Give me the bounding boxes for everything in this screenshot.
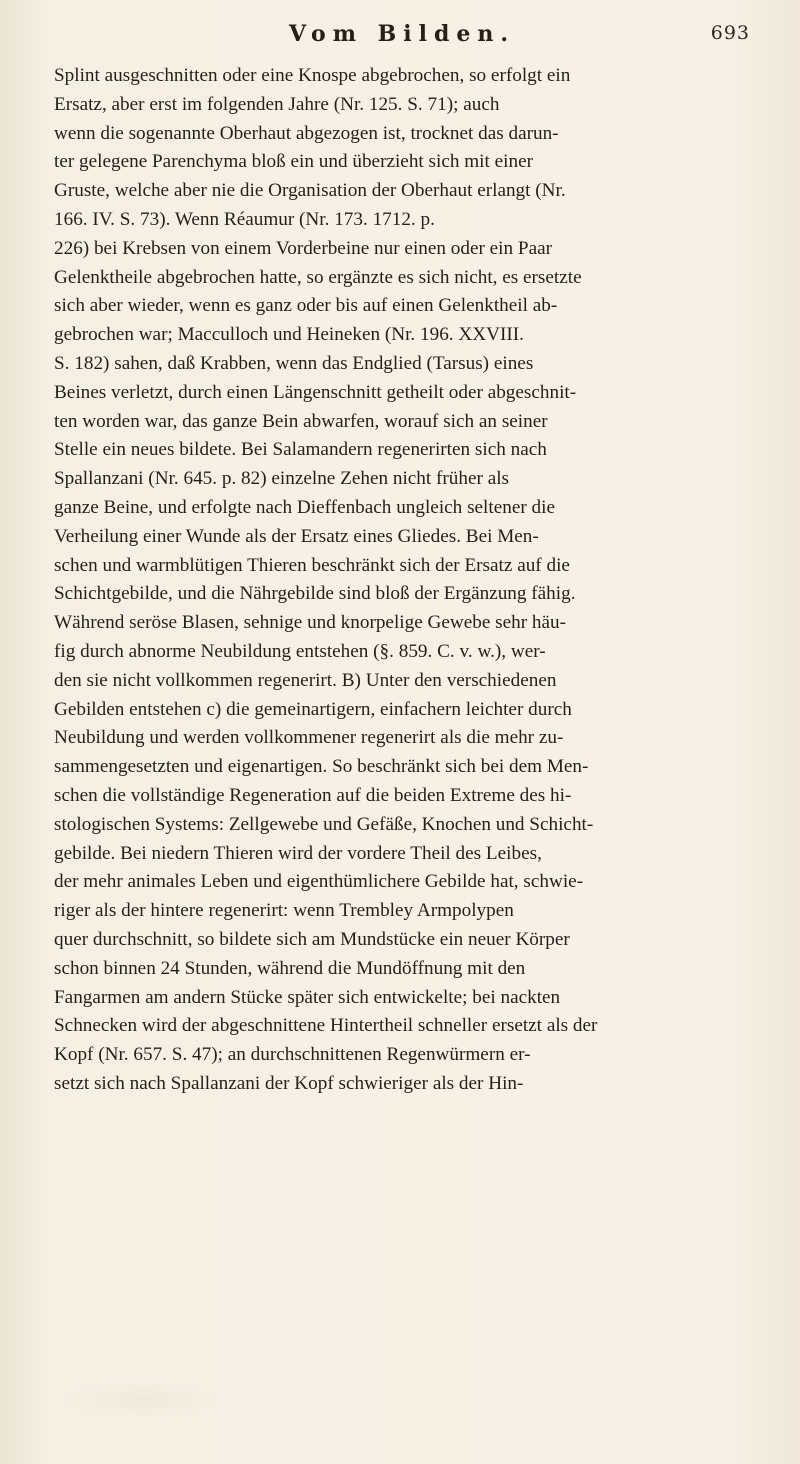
text-line: Während seröse Blasen, sehnige und knorpelige Gewebe sehr häu-	[54, 612, 567, 634]
text-line: 166. IV. S. 73). Wenn Réaumur (Nr. 173. 1712. p.	[54, 208, 435, 230]
text-line: riger als der hintere regenerirt: wenn Trembley Armpolypen	[54, 900, 514, 922]
text-line: Beines verletzt, durch einen Längenschnitt getheilt oder abgeschnit-	[54, 381, 577, 403]
text-line: setzt sich nach Spallanzani der Kopf schwieriger als der Hin-	[54, 1072, 524, 1094]
running-title: Vom Bilden.	[288, 21, 515, 47]
text-line: schen die vollständige Regeneration auf die beiden Extreme des hi-	[54, 784, 572, 806]
text-line: ten worden war, das ganze Bein abwarfen, worauf sich an seiner	[54, 410, 548, 432]
paper-smudge	[54, 1380, 234, 1420]
text-line: gebrochen war; Macculloch und Heineken (Nr. 196. XXVIII.	[54, 324, 524, 346]
text-line: wenn die sogenannte Oberhaut abgezogen ist, trocknet das darun-	[54, 122, 559, 144]
text-line: 226) bei Krebsen von einem Vorderbeine nur einen oder ein Paar	[54, 237, 553, 259]
text-line: gebilde. Bei niedern Thieren wird der vordere Theil des Leibes,	[54, 842, 542, 864]
text-line: Spallanzani (Nr. 645. p. 82) einzelne Zehen nicht früher als	[54, 468, 510, 490]
text-line: Kopf (Nr. 657. S. 47); an durchschnittenen Regenwürmern er-	[54, 1044, 531, 1066]
text-line: Schichtgebilde, und die Nährgebilde sind bloß der Ergänzung fähig.	[54, 583, 576, 605]
text-line: der mehr animales Leben und eigenthümlichere Gebilde hat, schwie-	[54, 871, 584, 893]
text-line: sich aber wieder, wenn es ganz oder bis auf einen Gelenktheil ab-	[54, 295, 558, 317]
text-line: schen und warmblütigen Thieren beschränkt sich der Ersatz auf die	[54, 554, 570, 576]
text-line: Neubildung und werden vollkommener regenerirt als die mehr zu-	[54, 727, 564, 749]
text-line: fig durch abnorme Neubildung entstehen (§. 859. C. v. w.), wer-	[54, 640, 546, 662]
text-line: Fangarmen am andern Stücke später sich entwickelte; bei nackten	[54, 986, 561, 1008]
page-number: 693	[710, 22, 750, 44]
text-line: Schnecken wird der abgeschnittene Hintertheil schneller ersetzt als der	[54, 1015, 598, 1037]
body-text	[54, 62, 750, 1099]
text-line: schon binnen 24 Stunden, während die Mundöffnung mit den	[54, 957, 526, 979]
text-line: stologischen Systems: Zellgewebe und Gefäße, Knochen und Schicht-	[54, 813, 594, 835]
text-line: ter gelegene Parenchyma bloß ein und überzieht sich mit einer	[54, 151, 533, 173]
text-line: den sie nicht vollkommen regenerirt. B) Unter den verschiedenen	[54, 669, 557, 691]
text-line: Stelle ein neues bildete. Bei Salamandern regenerirten sich nach	[54, 439, 547, 461]
text-line: Verheilung einer Wunde als der Ersatz eines Gliedes. Bei Men-	[54, 525, 539, 547]
text-line: Gebilden entstehen c) die gemeinartigern, einfachern leichter durch	[54, 698, 572, 720]
text-line: sammengesetzten und eigenartigen. So beschränkt sich bei dem Men-	[54, 756, 589, 778]
text-line: Gruste, welche aber nie die Organisation der Oberhaut erlangt (Nr.	[54, 180, 566, 202]
text-line: S. 182) sahen, daß Krabben, wenn das Endglied (Tarsus) eines	[54, 352, 534, 374]
running-head	[54, 14, 750, 54]
text-line: ganze Beine, und erfolgte nach Dieffenbach ungleich seltener die	[54, 496, 555, 518]
text-line: Ersatz, aber erst im folgenden Jahre (Nr. 125. S. 71); auch	[54, 93, 500, 115]
text-line: Splint ausgeschnitten oder eine Knospe abgebrochen, so erfolgt ein	[54, 65, 571, 86]
text-line: Gelenktheile abgebrochen hatte, so ergänzte es sich nicht, es ersetzte	[54, 266, 582, 288]
text-line: quer durchschnitt, so bildete sich am Mundstücke ein neuer Körper	[54, 928, 570, 950]
